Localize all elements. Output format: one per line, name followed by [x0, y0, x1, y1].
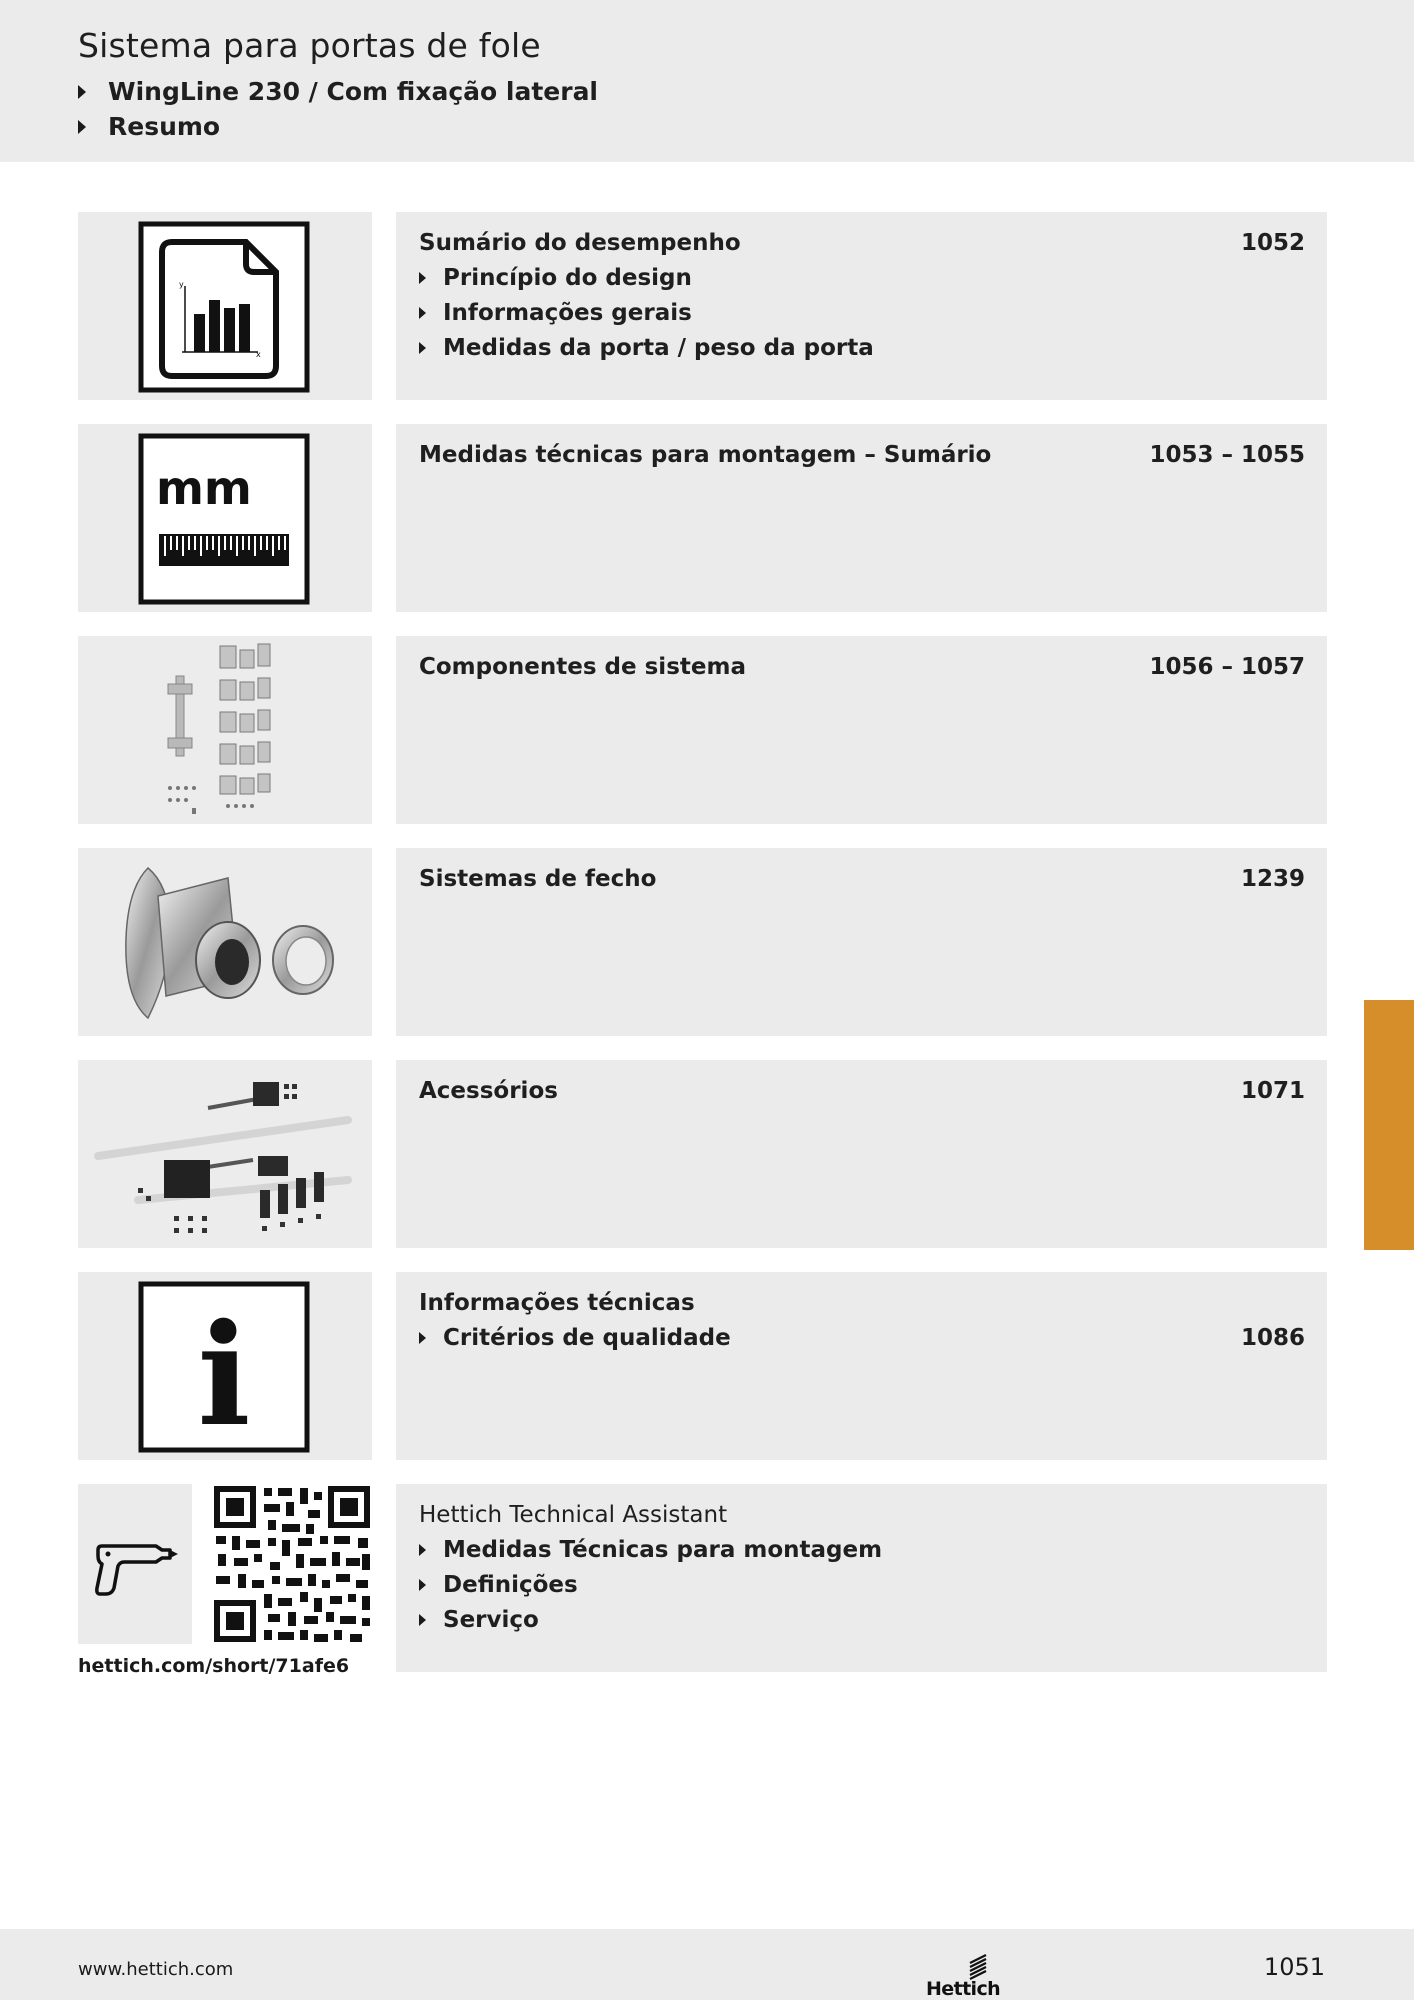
entry-sub-item[interactable]: Definições [419, 1572, 578, 1598]
entry-performance-summary [396, 212, 1327, 400]
entry-technical-dimensions [396, 424, 1327, 612]
entry-technical-info [396, 1272, 1327, 1460]
entry-page-number[interactable]: 1086 [1240, 1325, 1305, 1351]
qr-short-url[interactable]: hettich.com/short/71afe6 [78, 1655, 350, 1677]
entry-title: Componentes de sistema [419, 654, 746, 680]
entry-title: Sumário do desempenho [419, 230, 741, 256]
entry-title: Hettich Technical Assistant [419, 1502, 728, 1528]
info-letter: i [197, 1294, 251, 1458]
entry-page-number[interactable]: 1053 – 1055 [1149, 442, 1305, 468]
footer-website-link[interactable]: www.hettich.com [78, 1959, 234, 1980]
entry-sub-item[interactable]: Critérios de qualidade [419, 1325, 731, 1351]
entry-page-number[interactable]: 1052 [1240, 230, 1305, 256]
entry-title: Medidas técnicas para montagem – Sumário [419, 442, 992, 468]
entry-page-number[interactable]: 1056 – 1057 [1149, 654, 1305, 680]
entry-title: Acessórios [419, 1078, 558, 1104]
entry-sub-item[interactable]: Princípio do design [419, 265, 692, 291]
svg-text:x: x [256, 350, 261, 359]
drill-icon [78, 1484, 192, 1644]
qr-code[interactable] [212, 1484, 372, 1644]
page-header [0, 0, 1414, 162]
entry-sub-item[interactable]: Medidas Técnicas para montagem [419, 1537, 882, 1563]
triangle-bullet-icon [78, 85, 86, 99]
entry-locking-systems [396, 848, 1327, 1036]
hettich-logo [924, 1951, 1004, 2003]
entry-system-components [396, 636, 1327, 824]
triangle-bullet-icon [419, 1544, 426, 1556]
entry-sub-item[interactable]: Serviço [419, 1607, 539, 1633]
breadcrumb-item-1: WingLine 230 / Com fixação lateral [78, 77, 598, 106]
triangle-bullet-icon [78, 120, 86, 134]
system-components-image [78, 636, 372, 824]
entry-page-number[interactable]: 1071 [1240, 1078, 1305, 1104]
triangle-bullet-icon [419, 342, 426, 354]
breadcrumb-item-2: Resumo [78, 112, 220, 141]
entry-page-number[interactable]: 1239 [1240, 866, 1305, 892]
triangle-bullet-icon [419, 1332, 426, 1344]
qr-code-graphic [212, 1484, 372, 1644]
triangle-bullet-icon [419, 307, 426, 319]
triangle-bullet-icon [419, 272, 426, 284]
info-icon [78, 1272, 372, 1460]
entry-title: Sistemas de fecho [419, 866, 657, 892]
entry-sub-item[interactable]: Medidas da porta / peso da porta [419, 335, 874, 361]
entry-accessories [396, 1060, 1327, 1248]
mm-ruler-icon-box [78, 424, 372, 612]
accessories-image [78, 1060, 372, 1248]
triangle-bullet-icon [419, 1614, 426, 1626]
drill-icon-box [78, 1484, 192, 1644]
page-number: 1051 [1263, 1953, 1325, 1981]
accessories-image-box [78, 1060, 372, 1248]
svg-text:y: y [179, 280, 184, 289]
brand-name: Hettich [926, 1978, 1001, 1999]
info-icon-box [78, 1272, 372, 1460]
mm-ruler-icon [78, 424, 372, 612]
page-title: Sistema para portas de fole [78, 26, 541, 65]
section-tab-marker [1364, 1000, 1414, 1250]
document-chart-icon [78, 212, 372, 400]
mm-label: mm [156, 461, 252, 515]
entry-technical-assistant [396, 1484, 1327, 1672]
page-footer [0, 1929, 1414, 2000]
lock-cylinder-image [78, 848, 372, 1036]
document-chart-icon-box [78, 212, 372, 400]
system-components-image-box [78, 636, 372, 824]
entry-sub-item[interactable]: Informações gerais [419, 300, 692, 326]
triangle-bullet-icon [419, 1579, 426, 1591]
lock-cylinder-image-box [78, 848, 372, 1036]
entry-title: Informações técnicas [419, 1290, 695, 1316]
